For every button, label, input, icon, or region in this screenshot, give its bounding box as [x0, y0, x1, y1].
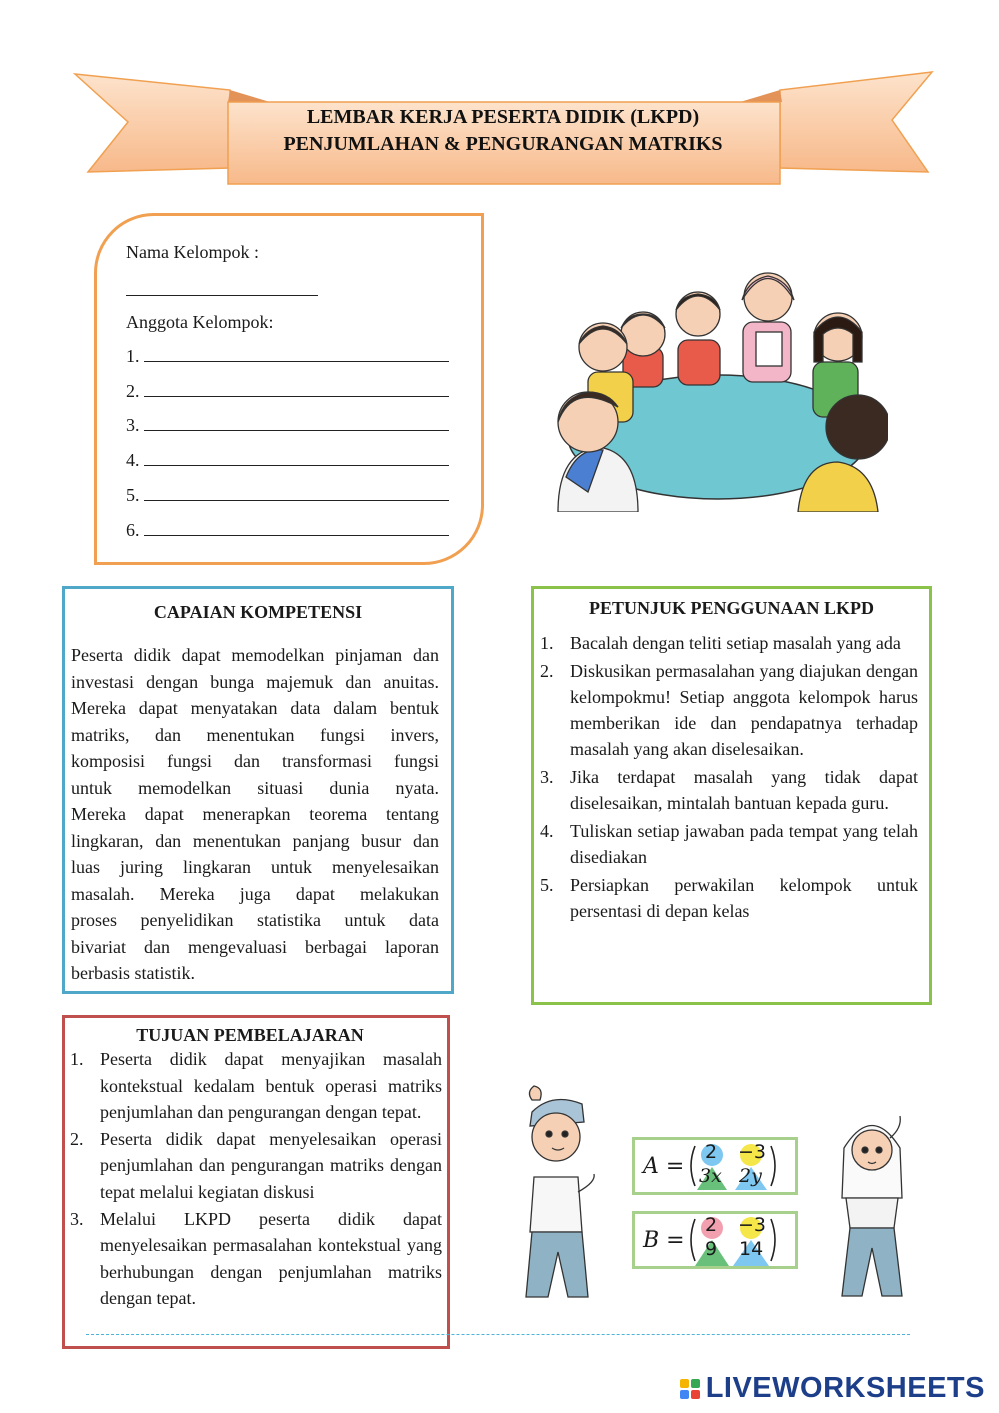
capaian-line: untuk memodelkan situasi dunia nyata. [71, 777, 439, 798]
petunjuk-list [540, 630, 918, 924]
matrix-a-r1c2: −3 [738, 1141, 767, 1163]
list-item: 3. Melalui LKPD peserta didik dapat menyelesaikan permasalahan kontekstual yang berhubungan dengan penjumlahan matriks dengan tepat. [70, 1208, 442, 1309]
logo-text: LIVEWORKSHEETS [705, 1372, 985, 1404]
capaian-line: lingkaran, dan menentukan panjang busur dan [71, 830, 439, 851]
capaian-line: komposisi fungsi dan transformasi fungsi [71, 751, 439, 771]
matrix-b-label: B = [643, 1228, 685, 1253]
member-number: 5. [126, 485, 140, 505]
member-row[interactable] [126, 414, 449, 436]
tujuan-list [70, 1046, 442, 1312]
capaian-line: masalah. Mereka juga dapat melakukan [71, 883, 439, 904]
list-item: 3. Jika terdapat masalah yang tidak dapat diselesaikan, mintalah bantuan kepada guru. [540, 767, 918, 813]
boy-student-illustration [512, 1082, 608, 1314]
matrix-b-r1c2: −3 [738, 1214, 767, 1236]
liveworksheets-logo [680, 1372, 985, 1405]
member-number: 4. [126, 450, 140, 470]
matrix-a-label: A = [643, 1154, 685, 1179]
list-item: 2. Peserta didik dapat menyelesaikan operasi penjumlahan dan pengurangan matriks dengan tepat melalui kegiatan diskusi [70, 1128, 442, 1202]
list-item: 5. Persiapkan perwakilan kelompok untuk persentasi di depan kelas [540, 875, 918, 921]
matrix-a-r2c2: 2y [739, 1165, 762, 1187]
logo-icon [680, 1379, 700, 1399]
matrix-a-r1c1: 2 [705, 1141, 718, 1163]
group-discussion-illustration [548, 262, 888, 512]
member-number: 1. [126, 346, 140, 366]
list-item: 1. Peserta didik dapat menyajikan masalah kontekstual kedalam bentuk operasi matriks penjumlahan dan pengurangan dengan tepat. [70, 1049, 442, 1123]
capaian-line: matriks, dan menentukan fungsi invers, [71, 724, 439, 745]
girl-student-illustration [832, 1108, 912, 1308]
title-line-1: LEMBAR KERJA PESERTA DIDIK (LKPD) [306, 106, 700, 128]
petunjuk-title: PETUNJUK PENGGUNAAN LKPD [588, 598, 874, 618]
matrix-b-r2c1: 9 [705, 1238, 718, 1260]
divider-line [86, 1334, 910, 1335]
list-item: 1. Bacalah dengan teliti setiap masalah yang ada [540, 633, 901, 653]
capaian-line: bivariat dan mengevaluasi berbagai laporan [71, 936, 439, 957]
member-row[interactable] [126, 519, 449, 541]
capaian-line: Mereka dapat menyatakan data dalam bentuk [71, 698, 439, 718]
page-title [228, 104, 778, 158]
matrix-b-r1c1: 2 [705, 1214, 718, 1236]
member-row[interactable] [126, 345, 449, 367]
member-row[interactable] [126, 380, 449, 402]
capaian-line: berbasis statistik. [71, 963, 195, 983]
matrix-a-r2c1: 3x [699, 1165, 722, 1187]
matrix-a-box [632, 1137, 798, 1195]
capaian-line: investasi dengan bunga majemuk dan anuitas. [71, 671, 439, 692]
capaian-line: luas juring lingkaran untuk menyelesaikan [71, 857, 439, 877]
member-row[interactable] [126, 449, 449, 471]
group-name-label: Nama Kelompok : [126, 242, 259, 262]
capaian-line: Peserta didik dapat memodelkan pinjaman dan [71, 645, 439, 665]
group-name-line[interactable] [126, 279, 318, 301]
list-item: 2. Diskusikan permasalahan yang diajukan dengan kelompokmu! Setiap anggota kelompok harus memberikan ide dan pendapatnya terhadap masalah yang akan diselesaikan. [540, 661, 918, 759]
tujuan-title: TUJUAN PEMBELAJARAN [136, 1025, 364, 1045]
member-row[interactable] [126, 484, 449, 506]
capaian-line: proses penyelidikan statistika untuk data [71, 910, 439, 930]
capaian-title: CAPAIAN KOMPETENSI [153, 602, 363, 622]
list-item: 4. Tuliskan setiap jawaban pada tempat yang telah disediakan [540, 821, 918, 867]
group-members-label: Anggota Kelompok: [126, 312, 274, 332]
member-number: 2. [126, 381, 140, 401]
matrix-b-box [632, 1211, 798, 1269]
matrix-b-r2c2: 14 [739, 1238, 764, 1260]
member-number: 3. [126, 415, 140, 435]
capaian-body [71, 642, 439, 987]
member-number: 6. [126, 520, 140, 540]
title-line-2: PENJUMLAHAN & PENGURANGAN MATRIKS [283, 133, 723, 155]
capaian-line: Mereka dapat menerapkan teorema tentang [71, 804, 439, 824]
